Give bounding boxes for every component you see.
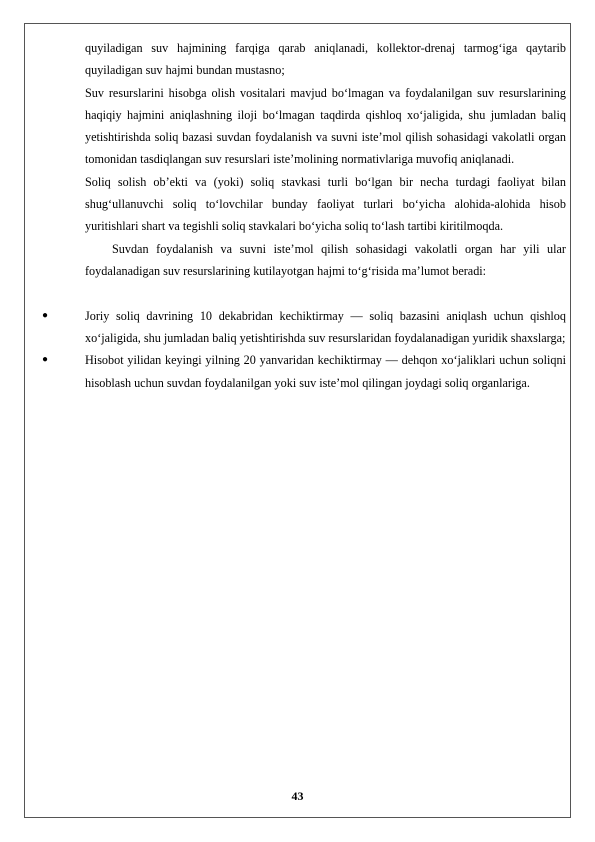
paragraph-4: Suvdan foydalanish va suvni iste’mol qilish sohasidagi vakolatli organ har yili ular foydalanadigan suv resurslarining kutilayotgan hajmi to‘g‘risida ma’lumot beradi: [85,241,566,278]
paragraph-1: quyiladigan suv hajmining farqiga qarab aniqlanadi, kollektor-drenaj tarmog‘iga qaytarib quyiladigan suv hajmi bundan mustasno; [85,41,566,78]
bullet-icon: ● [42,354,49,366]
document-body [42,37,566,394]
paragraph-3: Soliq solish ob’ekti va (yoki) soliq stavkasi turli bo‘lgan bir necha turdagi faoliyat bilan shug‘ullanuvchi soliq to‘lovchilar bunday faoliyat turlari bo‘yicha alohida-alohida hisob yuritishlari shart va tegishli soliq stavkalari bo‘yicha soliq to‘lash tartibi kiritilmoqda. [85,174,566,234]
list-item-text: Joriy soliq davrining 10 dekabridan kechiktirmay — soliq bazasini aniqlash uchun qishloq xo‘jaligida, shu jumladan baliq yetishtirishda suv resurslaridan foydalanadigan yuridik shaxslarga; [85,308,566,346]
bullet-list [42,305,566,394]
list-item [42,349,566,394]
list-item [42,305,566,350]
list-item-text: Hisobot yilidan keyingi yilning 20 yanvaridan kechiktirmay — dehqon xo‘jaliklari uchun soliqni hisoblash uchun suvdan foydalanilgan yoki suv iste’mol qilingan joydagi soliq organlariga. [85,353,566,390]
page-number: 43 [291,789,304,803]
bullet-icon: ● [42,309,49,321]
paragraph-2: Suv resurslarini hisobga olish vositalari mavjud bo‘lmagan va foydalanilgan suv resurslarining haqiqiy hajmini aniqlashning iloji bo‘lmagan taqdirda qishloq xo‘jaligida, shu jumladan baliq yetishtirishda soliq bazasi suvdan foydalanish va suvni iste’mol qilish sohasidagi vakolatli organ tomonidan tasdiqlangan suv resurslari iste’molining normativlariga muvofiq aniqlanadi. [85,85,566,167]
